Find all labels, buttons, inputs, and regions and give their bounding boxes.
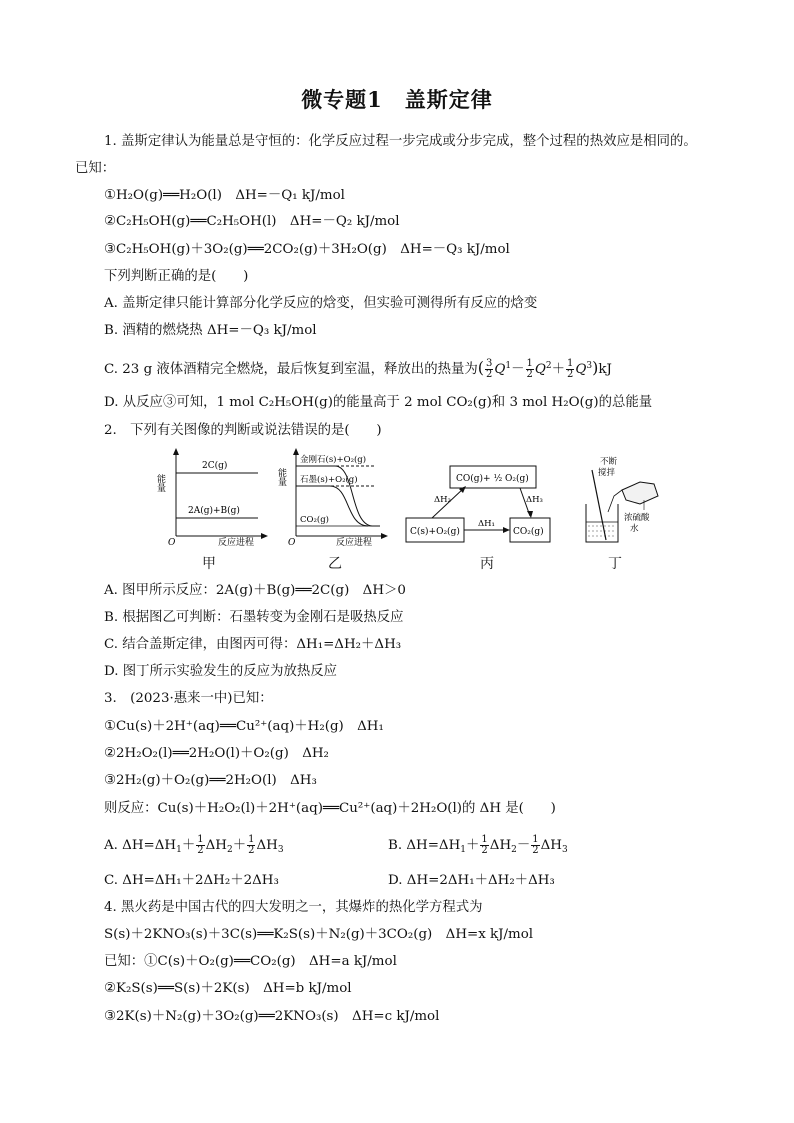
bing-dh2: ΔH₂ — [434, 495, 451, 505]
yi-origin: O — [288, 538, 296, 548]
q1-given: 已知： — [75, 161, 116, 176]
q3-prompt: 则反应：Cu(s)＋H₂O₂(l)＋2H⁺(aq)══Cu²⁺(aq)＋2H₂O(l)的 ΔH 是( ) — [104, 801, 556, 816]
page-title: 微专题1 盖斯定律 — [301, 87, 493, 112]
q3-eq3: ③2H₂(g)＋O₂(g)══2H₂O(l) ΔH₃ — [104, 773, 317, 788]
figure-bing — [402, 462, 554, 548]
q1-option-d: D. 从反应③可知，1 mol C₂H₅OH(g)的能量高于 2 mol CO₂(g)和 3 mol H₂O(g)的总能量 — [104, 395, 653, 410]
yi-ylabel: 能量 — [276, 468, 286, 486]
bing-dh1: ΔH₁ — [478, 519, 495, 529]
figure-bing-diagram — [402, 462, 554, 548]
q2-stem: 2. 下列有关图像的判断或说法错误的是( ) — [104, 423, 382, 438]
jia-top-label: 2C(g) — [202, 461, 228, 471]
frac-1-2: $\frac{1}{2}$ — [526, 358, 533, 380]
q4-eq1: 已知：①C(s)＋O₂(g)══CO₂(g) ΔH=a kJ/mol — [104, 954, 397, 969]
figure-yi — [276, 446, 390, 548]
figure-yi-caption: 乙 — [328, 556, 342, 572]
jia-bottom-label: 2A(g)+B(g) — [188, 506, 240, 516]
ding-label-1: 不断 — [600, 457, 618, 467]
q3-stem: 3. (2023·惠来一中)已知： — [104, 691, 273, 706]
figure-yi-graph — [276, 446, 390, 548]
bing-right-box: CO₂(g) — [513, 527, 544, 537]
q1-eq1: ①H₂O(g)══H₂O(l) ΔH=－Q₁ kJ/mol — [104, 188, 345, 203]
figure-bing-caption: 丙 — [480, 556, 494, 572]
q1-option-c-formula: ( — [477, 358, 485, 377]
q1-prompt: 下列判断正确的是( ) — [104, 269, 249, 284]
yi-graphite-label: 石墨(s)+O₂(g) — [300, 475, 358, 485]
q1-option-b: B. 酒精的燃烧热 ΔH=－Q₃ kJ/mol — [104, 323, 317, 338]
ding-label-3: 浓硫酸 — [624, 513, 650, 523]
frac-1-2b: $\frac{1}{2}$ — [567, 358, 574, 380]
yi-diamond-label: 金刚石(s)+O₂(g) — [300, 455, 367, 465]
figure-ding — [578, 456, 670, 548]
q3-eq1: ①Cu(s)＋2H⁺(aq)══Cu²⁺(aq)＋H₂(g) ΔH₁ — [104, 719, 384, 734]
q3-eq2: ②2H₂O₂(l)══2H₂O(l)＋O₂(g) ΔH₂ — [104, 746, 329, 761]
ding-label-2: 搅拌 — [598, 468, 616, 478]
figure-jia-graph — [155, 446, 268, 548]
q4-eq3: ③2K(s)＋N₂(g)＋3O₂(g)══2KNO₃(s) ΔH=c kJ/mol — [104, 1009, 440, 1024]
jia-origin: O — [168, 538, 176, 548]
q1-option-c: C. 23 g 液体酒精完全燃烧，最后恢复到室温，释放出的热量为( $\frac{3}{2}$ $Q^1-$ $\frac{1}{2}$ $Q^2+$ $\frac{1}{2}$ $Q^3)kJ$ — [104, 358, 612, 380]
ding-label-4: 水 — [630, 524, 639, 534]
q1-option-a: A. 盖斯定律只能计算部分化学反应的焓变，但实验可测得所有反应的焓变 — [104, 296, 538, 311]
yi-co2-label: CO₂(g) — [300, 515, 329, 525]
q4-stem: 4. 黑火药是中国古代的四大发明之一，其爆炸的热化学方程式为 — [104, 900, 483, 915]
q3-option-a: A. $\Delta H=\Delta H_1+$ $\frac{1}{2}$ $\Delta H_2+$ $\frac{1}{2}$ $\Delta H_3$ — [104, 834, 284, 856]
q1-stem: 1. 盖斯定律认为能量总是守恒的：化学反应过程一步完成或分步完成，整个过程的热效应是相同的。 — [104, 134, 697, 149]
q2-option-c: C. 结合盖斯定律，由图丙可得：ΔH₁=ΔH₂＋ΔH₃ — [104, 637, 402, 652]
figure-jia-caption: 甲 — [202, 556, 216, 572]
q1-eq2: ②C₂H₅OH(g)══C₂H₅OH(l) ΔH=－Q₂ kJ/mol — [104, 214, 400, 229]
jia-xlabel: 反应进程 — [218, 538, 255, 548]
figure-jia — [155, 446, 268, 548]
q1-eq3: ③C₂H₅OH(g)＋3O₂(g)══2CO₂(g)＋3H₂O(g) ΔH=－Q₃ kJ/mol — [104, 242, 510, 257]
frac-3-2: $\frac{3}{2}$ — [486, 358, 493, 380]
jia-ylabel: 能量 — [155, 474, 165, 492]
q4-eq2: ②K₂S(s)══S(s)＋2K(s) ΔH=b kJ/mol — [104, 981, 352, 996]
q2-option-a: A. 图甲所示反应：2A(g)＋B(g)══2C(g) ΔH＞0 — [104, 583, 406, 598]
figure-ding-apparatus — [578, 456, 670, 548]
q2-option-b: B. 根据图乙可判断：石墨转变为金刚石是吸热反应 — [104, 610, 404, 625]
yi-xlabel: 反应进程 — [336, 538, 373, 548]
bing-dh3: ΔH₃ — [526, 495, 543, 505]
figure-ding-caption: 丁 — [608, 556, 622, 572]
q3-option-b: B. $\Delta H=\Delta H_1+$ $\frac{1}{2}$ $\Delta H_2-$ $\frac{1}{2}$ $\Delta H_3$ — [388, 834, 568, 856]
q1-option-c-unit: kJ — [598, 362, 612, 377]
q1-option-c-text: C. 23 g 液体酒精完全燃烧，最后恢复到室温，释放出的热量为 — [104, 362, 478, 377]
q3-option-c: C. ΔH=ΔH₁＋2ΔH₂＋2ΔH₃ — [104, 873, 279, 888]
q4-main-equation: S(s)＋2KNO₃(s)＋3C(s)══K₂S(s)＋N₂(g)＋3CO₂(g) ΔH=x kJ/mol — [104, 927, 534, 942]
bing-left-box: C(s)+O₂(g) — [410, 527, 460, 537]
q3-option-d: D. ΔH=2ΔH₁＋ΔH₂＋ΔH₃ — [388, 873, 555, 888]
q2-option-d: D. 图丁所示实验发生的反应为放热反应 — [104, 664, 338, 679]
bing-top-box: CO(g)+ ½ O₂(g) — [456, 474, 529, 484]
